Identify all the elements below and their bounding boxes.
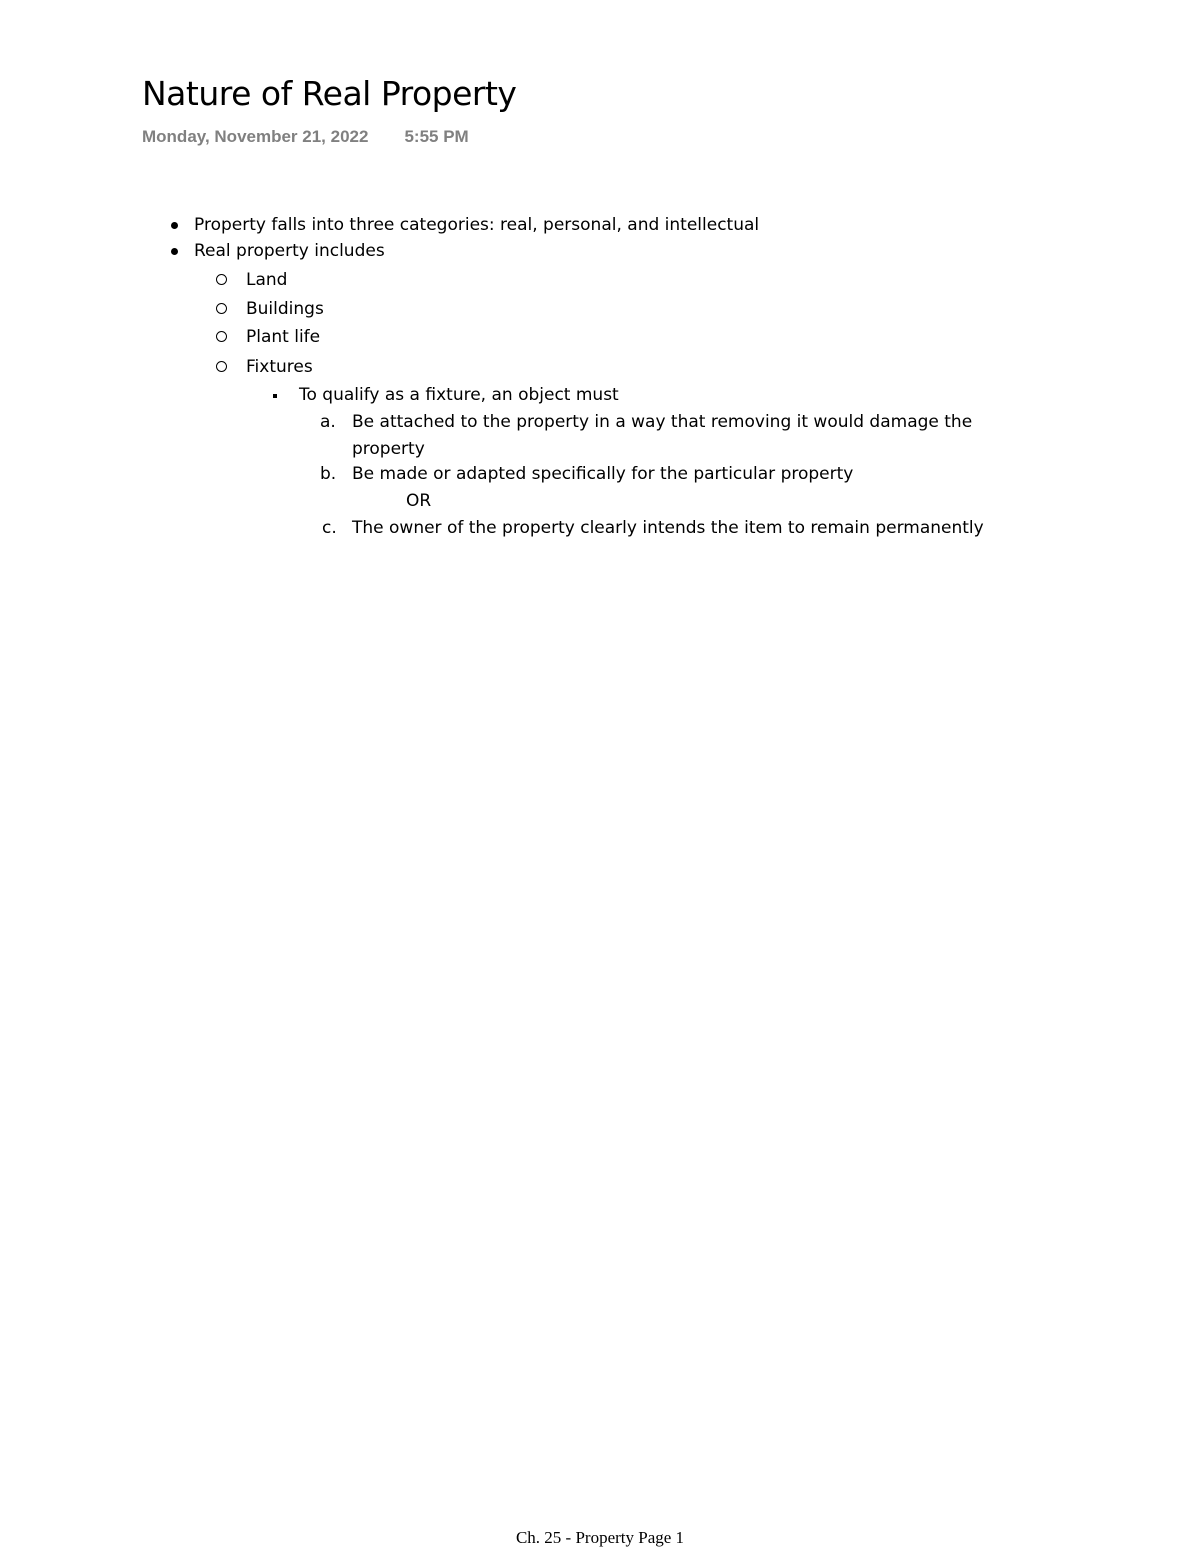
list-item-continuation: property (352, 439, 425, 459)
list-marker-c: c. (322, 518, 337, 538)
list-item: Property falls into three categories: real, personal, and intellectual (194, 215, 760, 235)
page-timestamp (142, 127, 469, 147)
list-item: To qualify as a fixture, an object must (299, 385, 619, 405)
list-item: Be attached to the property in a way that removing it would damage the (352, 412, 973, 432)
page-footer: Ch. 25 - Property Page 1 (515, 1528, 685, 1547)
list-item: Real property includes (194, 241, 385, 261)
bullet-circle-icon (216, 274, 227, 285)
page-title: Nature of Real Property (142, 74, 517, 113)
list-marker-a: a. (320, 412, 336, 432)
bullet-circle-icon (216, 361, 227, 372)
bullet-dot-icon (171, 222, 178, 229)
bullet-square-icon (273, 394, 277, 398)
list-item: Plant life (246, 327, 321, 347)
bullet-dot-icon (171, 248, 178, 255)
list-item: Fixtures (246, 357, 313, 377)
bullet-circle-icon (216, 303, 227, 314)
list-marker-b: b. (320, 464, 337, 484)
list-item: The owner of the property clearly intends the item to remain permanently (352, 518, 984, 538)
list-item: Buildings (246, 299, 324, 319)
bullet-circle-icon (216, 331, 227, 342)
page-time: 5:55 PM (404, 127, 469, 146)
list-item: Be made or adapted specifically for the particular property (352, 464, 854, 484)
page-date: Monday, November 21, 2022 (142, 127, 369, 146)
or-label: OR (406, 491, 432, 511)
list-item: Land (246, 270, 288, 290)
